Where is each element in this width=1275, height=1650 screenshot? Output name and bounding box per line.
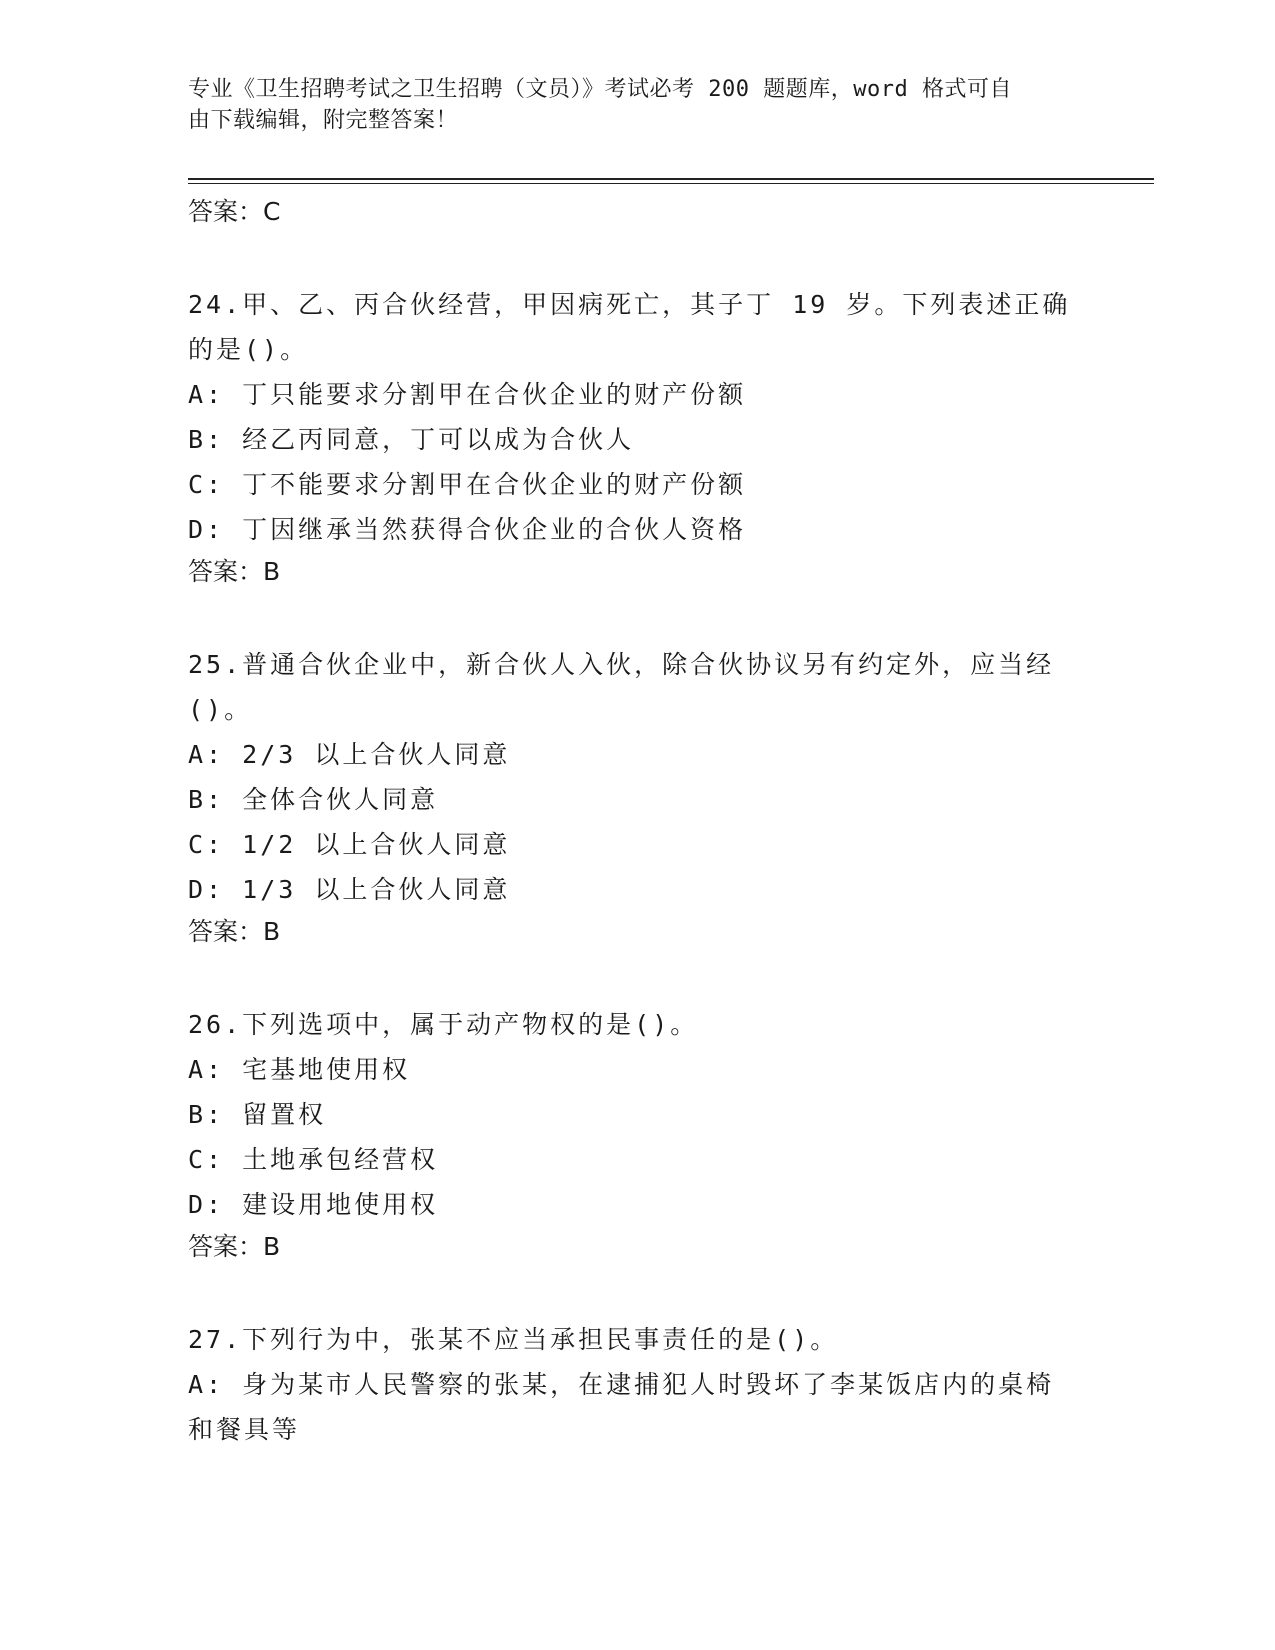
question-stem-continued: 的是()。 xyxy=(188,335,309,364)
document-body xyxy=(188,190,1088,1452)
question-stem: 24.甲、乙、丙合伙经营，甲因病死亡，其子丁 19 岁。下列表述正确 xyxy=(188,290,1071,319)
option-d: D: 建设用地使用权 xyxy=(188,1190,439,1219)
header-line-1: 专业《卫生招聘考试之卫生招聘（文员）》考试必考 200 题题库，word 格式可自 xyxy=(188,77,1012,102)
option-c: C: 丁不能要求分割甲在合伙企业的财产份额 xyxy=(188,470,747,499)
question-stem-continued: ()。 xyxy=(188,695,253,724)
answer-line: 答案：B xyxy=(188,1232,281,1261)
option-a: A: 身为某市人民警察的张某，在逮捕犯人时毁坏了李某饭店内的桌椅 xyxy=(188,1370,1055,1399)
question-block xyxy=(188,642,1088,952)
question-stem: 25.普通合伙企业中，新合伙人入伙，除合伙协议另有约定外，应当经 xyxy=(188,650,1055,679)
option-b: B: 留置权 xyxy=(188,1100,327,1129)
question-block xyxy=(188,1317,1088,1452)
header-divider xyxy=(188,178,1154,184)
answer-line: 答案：C xyxy=(188,197,281,226)
option-a: A: 宅基地使用权 xyxy=(188,1055,411,1084)
question-block xyxy=(188,282,1088,592)
spacer xyxy=(188,592,1088,642)
answer-line: 答案：B xyxy=(188,557,281,586)
option-d: D: 1/3 以上合伙人同意 xyxy=(188,875,511,904)
spacer xyxy=(188,232,1088,282)
option-c: C: 土地承包经营权 xyxy=(188,1145,439,1174)
option-a-continued: 和餐具等 xyxy=(188,1415,301,1444)
option-b: B: 全体合伙人同意 xyxy=(188,785,439,814)
option-c: C: 1/2 以上合伙人同意 xyxy=(188,830,511,859)
option-b: B: 经乙丙同意，丁可以成为合伙人 xyxy=(188,425,635,454)
spacer xyxy=(188,1267,1088,1317)
option-a: A: 2/3 以上合伙人同意 xyxy=(188,740,511,769)
option-d: D: 丁因继承当然获得合伙企业的合伙人资格 xyxy=(188,515,747,544)
question-block xyxy=(188,1002,1088,1267)
answer-line: 答案：B xyxy=(188,917,281,946)
spacer xyxy=(188,952,1088,1002)
question-stem: 26.下列选项中，属于动产物权的是()。 xyxy=(188,1010,699,1039)
question-stem: 27.下列行为中，张某不应当承担民事责任的是()。 xyxy=(188,1325,839,1354)
header-line-2: 由下载编辑，附完整答案！ xyxy=(188,108,459,133)
option-a: A: 丁只能要求分割甲在合伙企业的财产份额 xyxy=(188,380,747,409)
document-header xyxy=(188,74,1068,136)
